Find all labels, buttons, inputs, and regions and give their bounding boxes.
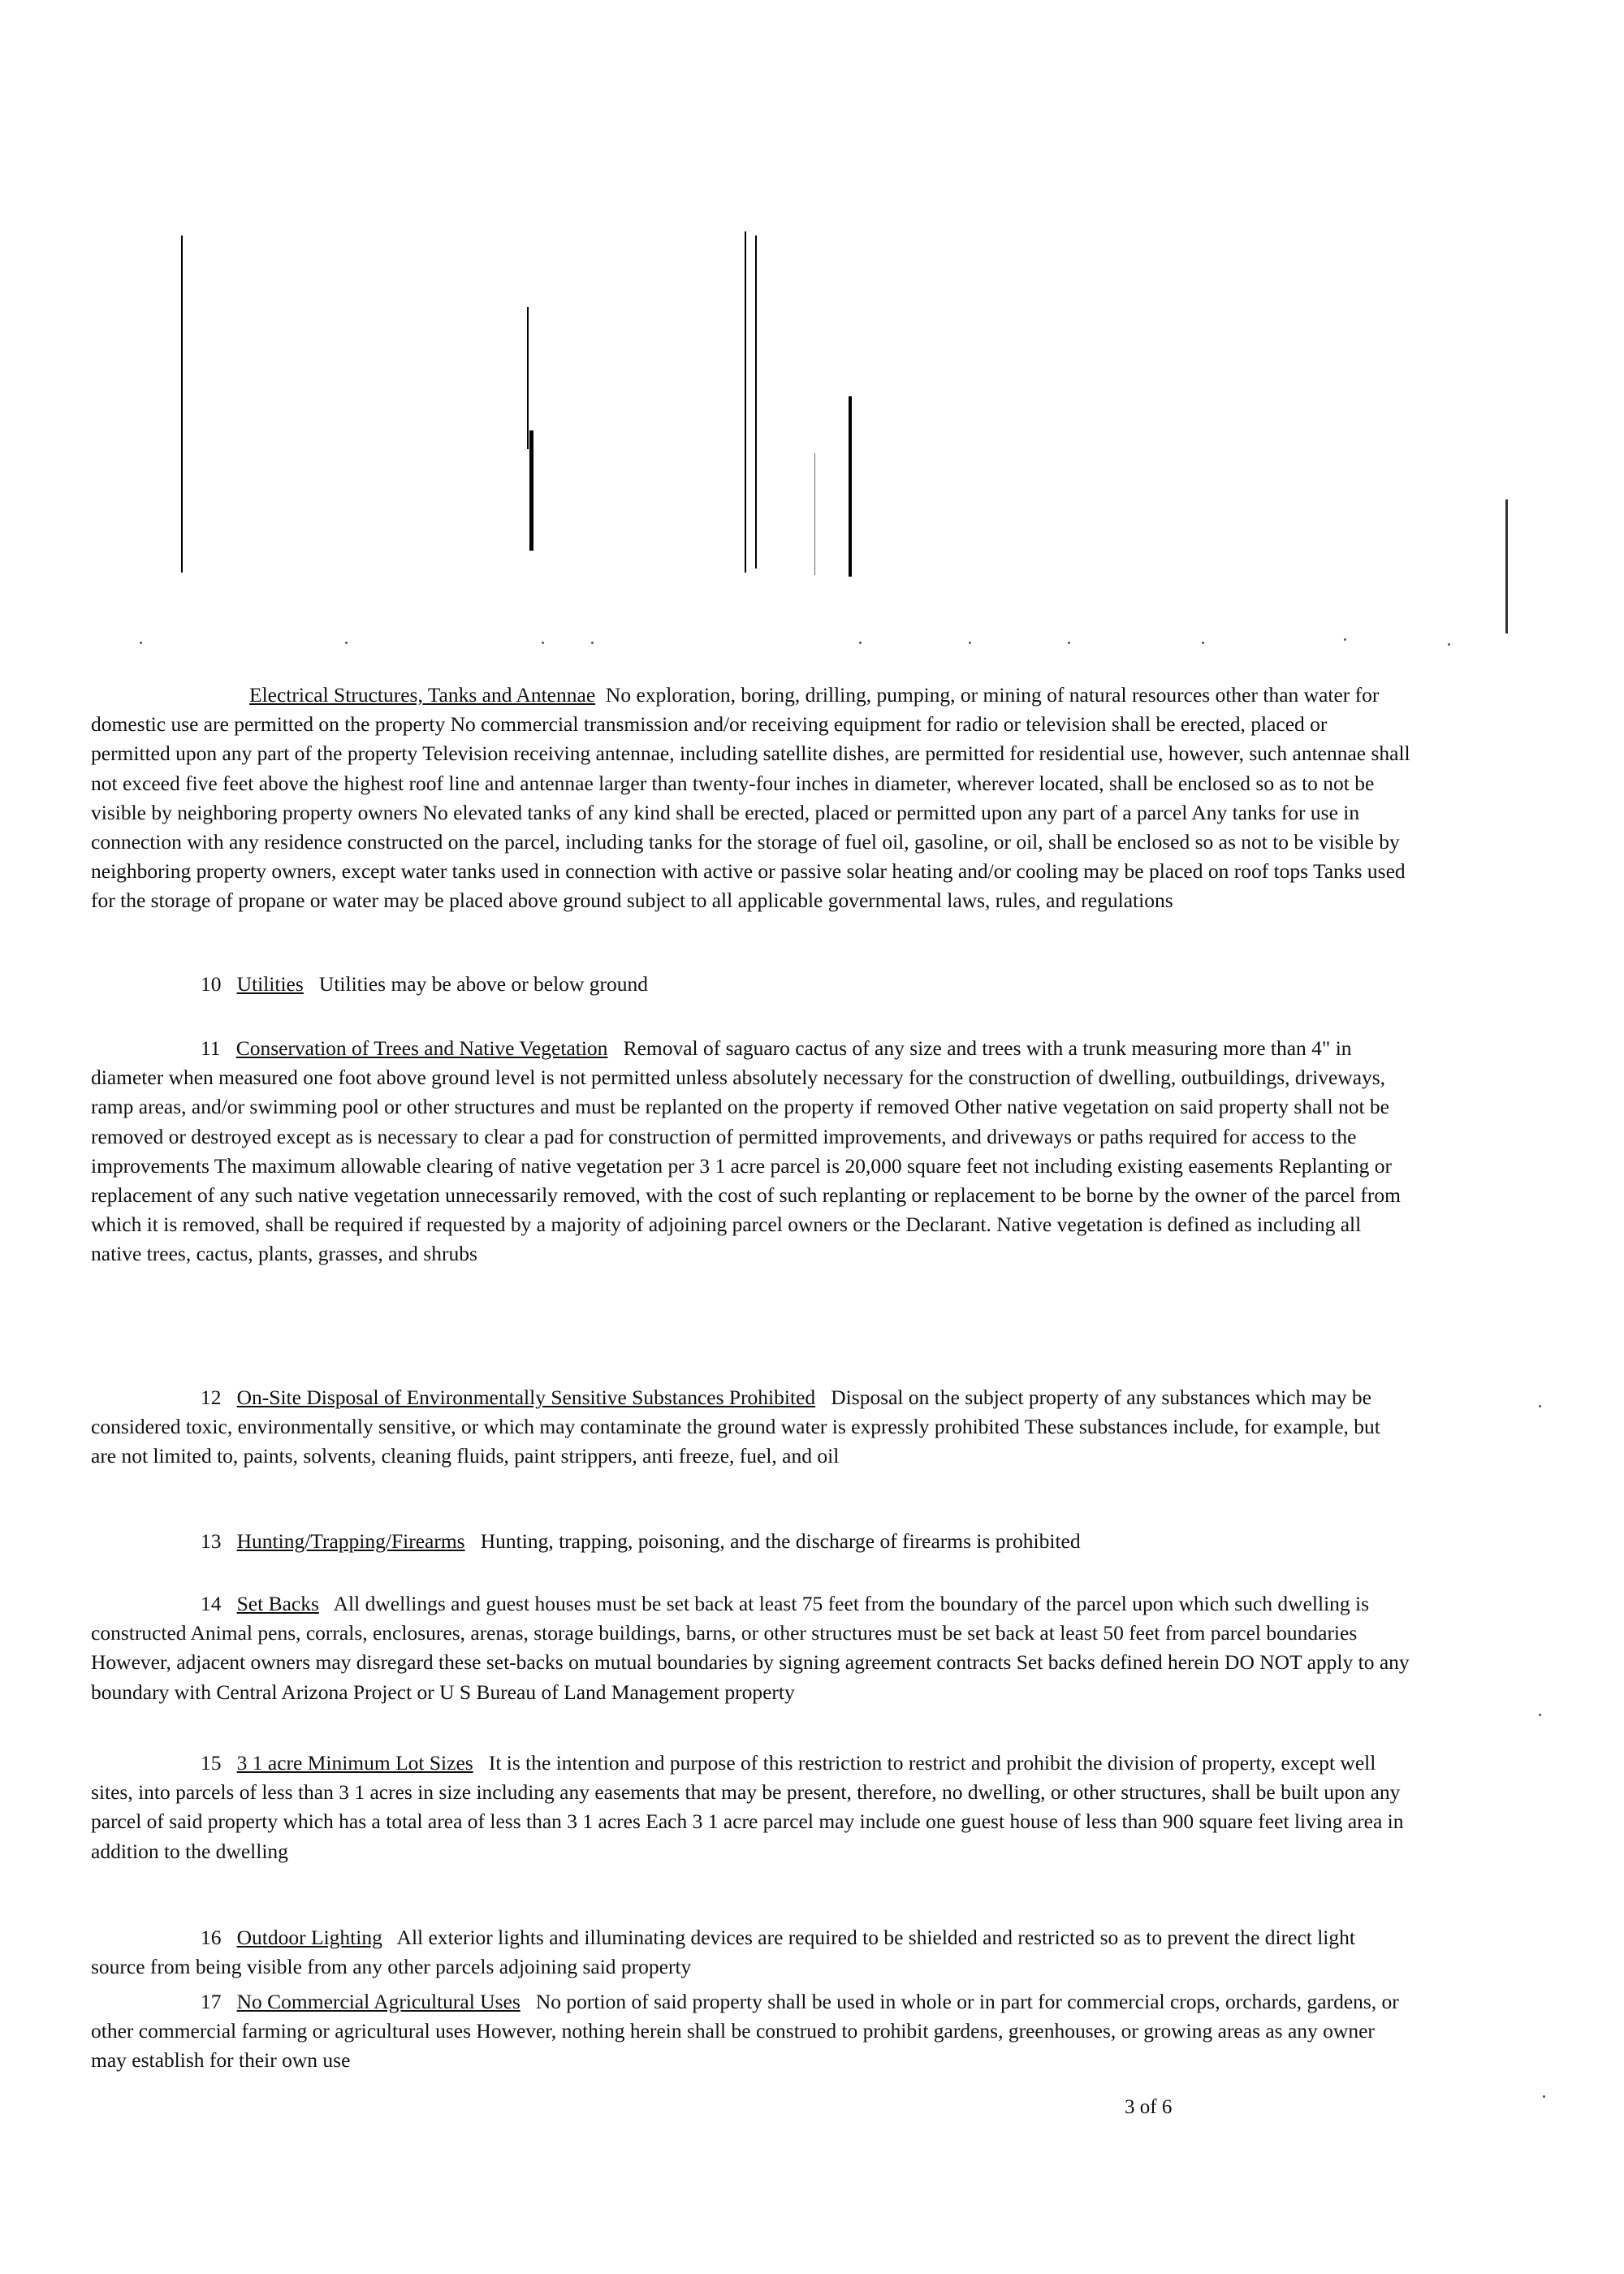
scan-speck bbox=[1539, 1405, 1541, 1407]
scan-artifact-line bbox=[814, 453, 815, 575]
paragraph-11-number: 11 bbox=[201, 1036, 221, 1060]
scan-artifact-line bbox=[755, 236, 757, 568]
scan-artifact-line bbox=[529, 430, 533, 551]
scan-artifact-line bbox=[181, 236, 183, 573]
paragraph-10-text: Utilities may be above or below ground bbox=[318, 972, 648, 996]
scan-speck bbox=[1202, 642, 1204, 644]
paragraph-15-text: It is the intention and purpose of this restriction to restrict and prohibit the division of property, except well sites, into parcels of less than 3 1 acres in size including any easements that may be present, therefore, no dwelling, or other structures, shall be built upon any parcel of said property which has a total area of less than 3 1 acres Each 3 1 acre parcel may include one guest house of less than 900 square feet living area in addition to the dwelling bbox=[91, 1751, 1404, 1863]
paragraph-13-text: Hunting, trapping, poisoning, and the discharge of firearms is prohibited bbox=[480, 1529, 1081, 1553]
scan-speck bbox=[1543, 2095, 1545, 2098]
paragraph-9-text: No exploration, boring, drilling, pumping, or mining of natural resources other than water for domestic use are permitted on the property No commercial transmission and/or receiving equipment for radio or television shall be erected, placed or permitted upon any part of the property Television receiving antennae, including satellite dishes, are permitted for residential use, however, such antennae shall not exceed five feet above the highest roof line and antennae larger than twenty-four inches in diameter, wherever located, shall be enclosed so as to not be visible by neighboring property owners No elevated tanks of any kind shall be erected, placed or permitted upon any part of a parcel Any tanks for use in connection with any residence constructed on the parcel, including tanks for the storage of fuel oil, gasoline, or oil, shall be enclosed so as not to be visible by neighboring property owners, except water tanks used in connection with active or passive solar heating and/or cooling may be placed on roof tops Tanks used for the storage of propane or water may be placed above ground subject to all applicable governmental laws, rules, and regulations bbox=[91, 683, 1410, 913]
paragraph-11-text: Removal of saguaro cactus of any size and trees with a trunk measuring more than 4" in diameter when measured one foot above ground level is not permitted unless absolutely necessary for the construction of dwelling, outbuildings, driveways, ramp areas, and/or swimming pool or other structures and must be replanted on the property if removed Other native vegetation on said property shall not be removed or destroyed except as is necessary to clear a pad for construction of permitted improvements, and driveways or paths required for access to the improvements The maximum allowable clearing of native vegetation per 3 1 acre parcel is 20,000 square feet not including existing easements Replanting or replacement of any such native vegetation unnecessarily removed, with the cost of such replanting or replacement to be borne by the owner of the parcel from which it is removed, shall be required if requested by a majority of adjoining parcel owners or the Declarant. Native vegetation is defined as including all native trees, cactus, plants, grasses, and shrubs bbox=[91, 1036, 1401, 1266]
paragraph-10-heading: Utilities bbox=[236, 972, 304, 996]
paragraph-15-number: 15 bbox=[201, 1751, 222, 1775]
scan-speck bbox=[969, 642, 971, 644]
paragraph-14-number: 14 bbox=[201, 1592, 222, 1615]
paragraph-17-text: No portion of said property shall be used in whole or in part for commercial crops, orchards, gardens, or other commercial farming or agricultural uses However, nothing herein shall be construed to prohibit gardens, greenhouses, or growing areas as any owner may establish for their own use bbox=[91, 1990, 1399, 2073]
paragraph-9-heading: Electrical Structures, Tanks and Antennae bbox=[249, 683, 596, 707]
scan-artifact-line bbox=[1505, 499, 1508, 633]
paragraph-17 bbox=[91, 1987, 1410, 2076]
paragraph-10-number: 10 bbox=[201, 972, 222, 996]
paragraph-16-number: 16 bbox=[201, 1926, 222, 1949]
paragraph-12 bbox=[91, 1383, 1410, 1472]
paragraph-11 bbox=[91, 1034, 1410, 1269]
scan-speck bbox=[1448, 643, 1450, 646]
scan-speck bbox=[591, 642, 594, 644]
paragraph-14-heading: Set Backs bbox=[236, 1592, 319, 1615]
scan-speck bbox=[140, 642, 142, 644]
paragraph-16-text: All exterior lights and illuminating devices are required to be shielded and restricted so as to prevent the direct light source from being visible from any other parcels adjoining said property bbox=[91, 1926, 1355, 1979]
scan-artifact-line bbox=[745, 231, 746, 573]
paragraph-13-number: 13 bbox=[201, 1529, 222, 1553]
paragraph-12-text: Disposal on the subject property of any substances which may be considered toxic, environmentally sensitive, or which may contaminate the ground water is expressly prohibited These substances include, for example, but are not limited to, paints, solvents, cleaning fluids, paint strippers, anti freeze, fuel, and oil bbox=[91, 1386, 1380, 1468]
scan-speck bbox=[1344, 638, 1346, 641]
scan-speck bbox=[859, 642, 862, 644]
paragraph-16 bbox=[91, 1923, 1410, 1982]
paragraph-16-heading: Outdoor Lighting bbox=[236, 1926, 382, 1949]
paragraph-15-heading: 3 1 acre Minimum Lot Sizes bbox=[236, 1751, 473, 1775]
paragraph-17-number: 17 bbox=[201, 1990, 222, 2013]
paragraph-13 bbox=[91, 1527, 1410, 1556]
paragraph-13-heading: Hunting/Trapping/Firearms bbox=[236, 1529, 465, 1553]
scan-artifact-line bbox=[527, 307, 529, 449]
paragraph-17-heading: No Commercial Agricultural Uses bbox=[236, 1990, 520, 2013]
scan-speck bbox=[1068, 642, 1070, 644]
paragraph-15 bbox=[91, 1749, 1410, 1866]
paragraph-12-number: 12 bbox=[201, 1386, 222, 1409]
scan-speck bbox=[1539, 1714, 1541, 1716]
scan-artifact-line bbox=[849, 396, 852, 577]
page-number: 3 of 6 bbox=[1125, 2096, 1173, 2118]
paragraph-10 bbox=[91, 970, 1410, 999]
scan-speck bbox=[542, 642, 544, 644]
paragraph-14-text: All dwellings and guest houses must be set back at least 75 feet from the boundary of the parcel upon which such dwelling is constructed Animal pens, corrals, enclosures, arenas, storage buildings, barns, or other structures must be set back at least 50 feet from parcel boundaries However, adjacent owners may disregard these set-backs on mutual boundaries by signing agreement contracts Set backs defined herein DO NOT apply to any boundary with Central Arizona Project or U S Bureau of Land Management property bbox=[91, 1592, 1410, 1704]
paragraph-14 bbox=[91, 1589, 1410, 1707]
paragraph-9 bbox=[91, 681, 1410, 916]
paragraph-11-heading: Conservation of Trees and Native Vegetation bbox=[235, 1036, 608, 1060]
scan-speck bbox=[345, 642, 348, 644]
paragraph-12-heading: On-Site Disposal of Environmentally Sensitive Substances Prohibited bbox=[236, 1386, 816, 1409]
